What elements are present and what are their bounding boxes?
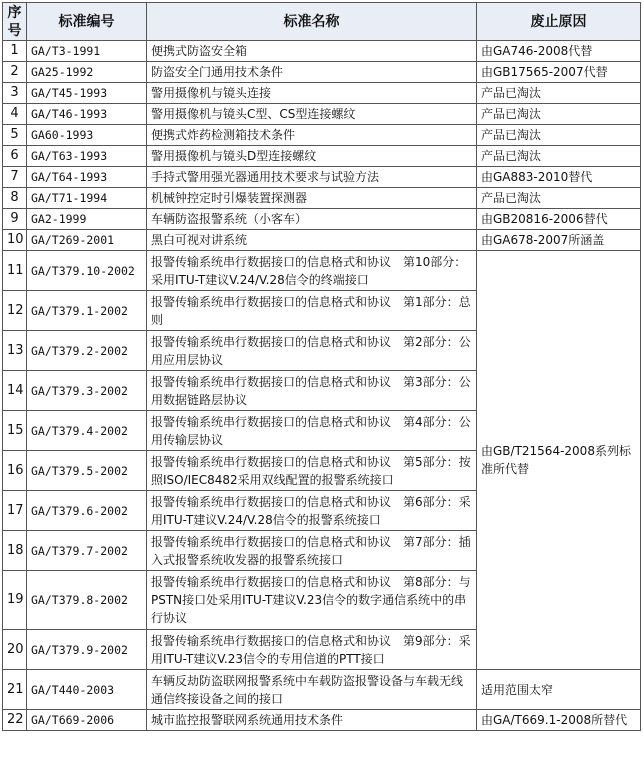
row-name: 报警传输系统串行数据接口的信息格式和协议 第8部分：与PSTN接口处采用ITU-T建议V.23信令的数字通信系统中的串行协议	[147, 571, 477, 630]
row-index: 8	[3, 188, 27, 209]
row-name: 报警传输系统串行数据接口的信息格式和协议 第9部分：采用ITU-T建议V.23信令的专用信道的PTT接口	[147, 630, 477, 670]
row-code: GA/T669-2006	[27, 710, 147, 731]
standards-table	[2, 2, 641, 731]
table-row	[3, 104, 641, 125]
row-code: GA/T269-2001	[27, 230, 147, 251]
row-reason: 适用范围太窄	[477, 670, 641, 710]
row-code: GA/T379.2-2002	[27, 331, 147, 371]
row-name: 报警传输系统串行数据接口的信息格式和协议 第2部分：公用应用层协议	[147, 331, 477, 371]
row-index: 7	[3, 167, 27, 188]
row-name: 便携式防盗安全箱	[147, 41, 477, 62]
row-name: 报警传输系统串行数据接口的信息格式和协议 第4部分：公用传输层协议	[147, 411, 477, 451]
row-index: 19	[3, 571, 27, 630]
row-name: 便携式炸药检测箱技术条件	[147, 125, 477, 146]
row-code: GA2-1999	[27, 209, 147, 230]
table-row	[3, 209, 641, 230]
header-reason: 废止原因	[477, 3, 641, 41]
row-name: 报警传输系统串行数据接口的信息格式和协议 第1部分：总则	[147, 291, 477, 331]
row-code: GA/T440-2003	[27, 670, 147, 710]
row-reason: 产品已淘汰	[477, 188, 641, 209]
row-reason: 由GA746-2008代替	[477, 41, 641, 62]
row-reason: 产品已淘汰	[477, 125, 641, 146]
row-code: GA25-1992	[27, 62, 147, 83]
row-index: 21	[3, 670, 27, 710]
row-index: 18	[3, 531, 27, 571]
row-name: 报警传输系统串行数据接口的信息格式和协议 第10部分：采用ITU-T建议V.24/V.28信令的终端接口	[147, 251, 477, 291]
row-index: 10	[3, 230, 27, 251]
table-row	[3, 230, 641, 251]
row-code: GA/T379.9-2002	[27, 630, 147, 670]
table-row	[3, 125, 641, 146]
table-row	[3, 83, 641, 104]
table-row	[3, 146, 641, 167]
row-name: 警用摄像机与镜头连接	[147, 83, 477, 104]
table-row	[3, 670, 641, 710]
row-reason: 产品已淘汰	[477, 83, 641, 104]
row-reason: 由GB20816-2006替代	[477, 209, 641, 230]
row-code: GA/T63-1993	[27, 146, 147, 167]
row-code: GA/T379.5-2002	[27, 451, 147, 491]
row-code: GA/T3-1991	[27, 41, 147, 62]
row-code: GA/T379.10-2002	[27, 251, 147, 291]
row-code: GA/T45-1993	[27, 83, 147, 104]
row-code: GA/T379.7-2002	[27, 531, 147, 571]
row-reason: 由GA678-2007所涵盖	[477, 230, 641, 251]
row-name: 手持式警用强光器通用技术要求与试验方法	[147, 167, 477, 188]
row-index: 17	[3, 491, 27, 531]
row-index: 5	[3, 125, 27, 146]
row-index: 4	[3, 104, 27, 125]
row-reason: 由GA883-2010替代	[477, 167, 641, 188]
row-index: 16	[3, 451, 27, 491]
row-code: GA/T379.1-2002	[27, 291, 147, 331]
row-index: 2	[3, 62, 27, 83]
row-code: GA60-1993	[27, 125, 147, 146]
row-name: 机械钟控定时引爆装置探测器	[147, 188, 477, 209]
row-code: GA/T46-1993	[27, 104, 147, 125]
row-name: 防盗安全门通用技术条件	[147, 62, 477, 83]
row-reason: 由GB17565-2007代替	[477, 62, 641, 83]
row-index: 11	[3, 251, 27, 291]
row-index: 9	[3, 209, 27, 230]
row-reason: 产品已淘汰	[477, 146, 641, 167]
row-name: 报警传输系统串行数据接口的信息格式和协议 第5部分：按照ISO/IEC8482采用双线配置的报警系统接口	[147, 451, 477, 491]
row-index: 6	[3, 146, 27, 167]
row-index: 20	[3, 630, 27, 670]
row-code: GA/T71-1994	[27, 188, 147, 209]
table-row	[3, 167, 641, 188]
row-index: 14	[3, 371, 27, 411]
header-index: 序号	[3, 3, 27, 41]
row-code: GA/T379.6-2002	[27, 491, 147, 531]
row-code: GA/T379.8-2002	[27, 571, 147, 630]
row-index: 1	[3, 41, 27, 62]
table-row	[3, 41, 641, 62]
header-name: 标准名称	[147, 3, 477, 41]
table-row	[3, 710, 641, 731]
header-row	[3, 3, 641, 41]
merged-reason-cell: 由GB/T21564-2008系列标准所代替	[477, 251, 641, 670]
table-row	[3, 251, 641, 291]
row-index: 22	[3, 710, 27, 731]
row-index: 15	[3, 411, 27, 451]
row-index: 3	[3, 83, 27, 104]
row-name: 报警传输系统串行数据接口的信息格式和协议 第7部分：插入式报警系统收发器的报警系统接口	[147, 531, 477, 571]
row-code: GA/T64-1993	[27, 167, 147, 188]
table-row	[3, 62, 641, 83]
row-name: 警用摄像机与镜头D型连接螺纹	[147, 146, 477, 167]
row-reason: 产品已淘汰	[477, 104, 641, 125]
table-row	[3, 188, 641, 209]
row-name: 黑白可视对讲系统	[147, 230, 477, 251]
row-name: 报警传输系统串行数据接口的信息格式和协议 第6部分：采用ITU-T建议V.24/V.28信令的报警系统接口	[147, 491, 477, 531]
row-name: 城市监控报警联网系统通用技术条件	[147, 710, 477, 731]
row-index: 13	[3, 331, 27, 371]
row-code: GA/T379.3-2002	[27, 371, 147, 411]
row-reason: 由GA/T669.1-2008所替代	[477, 710, 641, 731]
row-index: 12	[3, 291, 27, 331]
row-name: 报警传输系统串行数据接口的信息格式和协议 第3部分：公用数据链路层协议	[147, 371, 477, 411]
row-name: 警用摄像机与镜头C型、CS型连接螺纹	[147, 104, 477, 125]
header-code: 标准编号	[27, 3, 147, 41]
row-name: 车辆反劫防盗联网报警系统中车载防盗报警设备与车载无线通信终接设备之间的接口	[147, 670, 477, 710]
row-name: 车辆防盗报警系统（小客车）	[147, 209, 477, 230]
row-code: GA/T379.4-2002	[27, 411, 147, 451]
